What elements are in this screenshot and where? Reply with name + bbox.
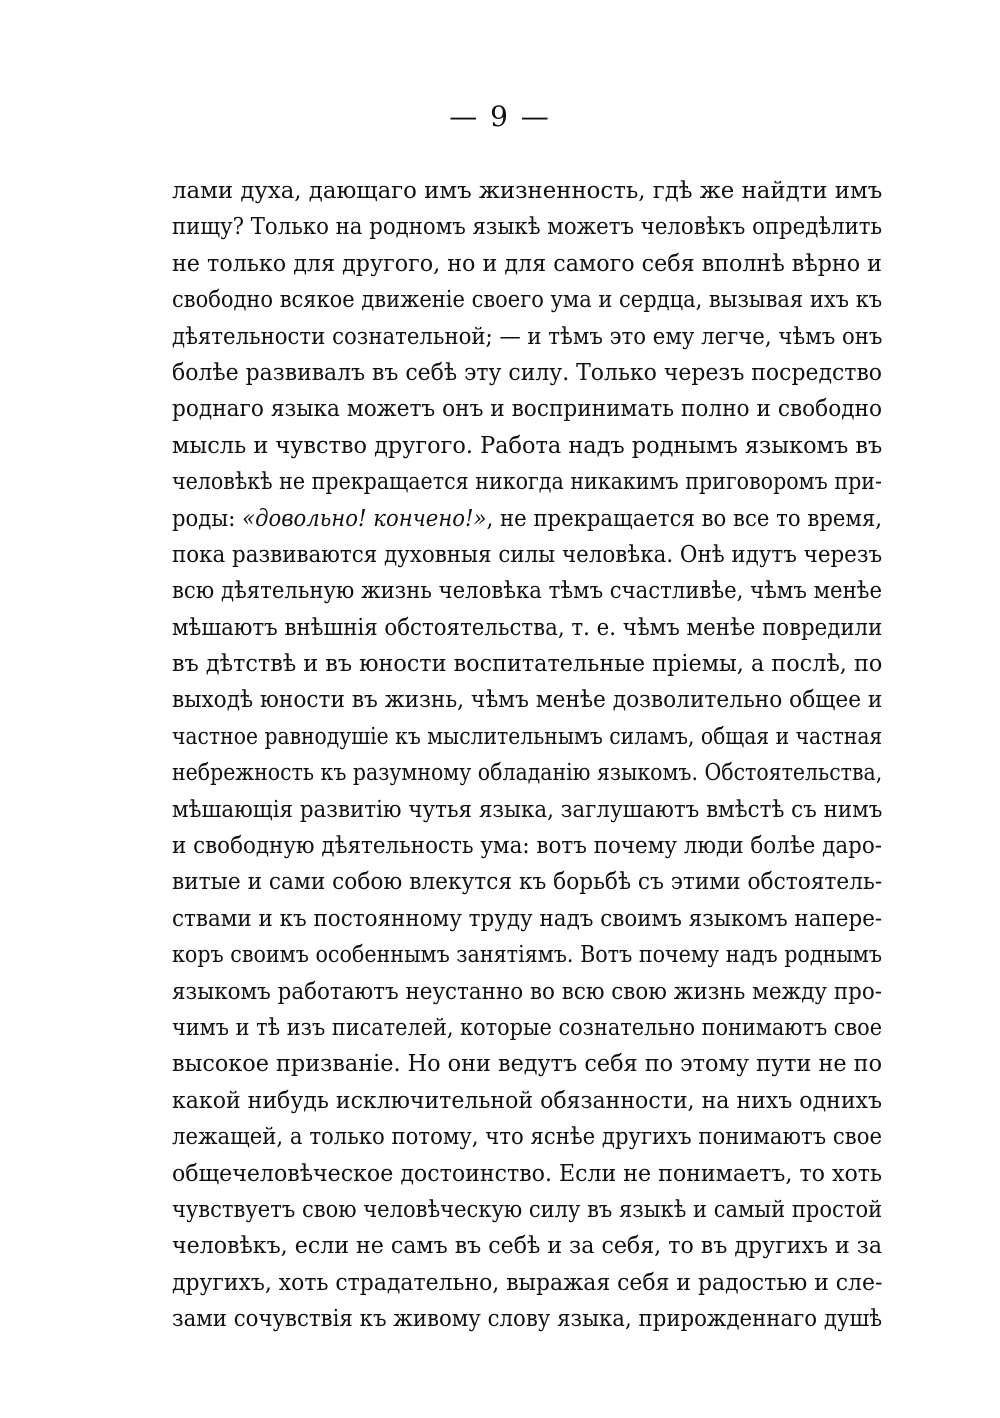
text-line: болѣе развивалъ въ себѣ эту силу. Только черезъ посредство (172, 357, 882, 386)
body-text (172, 172, 882, 1337)
italic-quote: «довольно! кончено!» (242, 503, 487, 532)
text-line (172, 500, 882, 536)
text-line: въ дѣтствѣ и въ юности воспитательные пріемы, а послѣ, по (172, 649, 883, 678)
text-line: коръ своимъ особеннымъ занятіямъ. Вотъ почему надъ роднымъ (172, 940, 882, 969)
text-line: мѣшающія развитію чутья языка, заглушаютъ вмѣстѣ съ нимъ (172, 794, 883, 823)
text-line: лами духа, дающаго имъ жизненность, гдѣ же найдти имъ (172, 176, 883, 204)
text-line: всю дѣятельную жизнь человѣка тѣмъ счастливѣе, чѣмъ менѣе (172, 576, 882, 605)
text-line: частное равнодушіе къ мыслительнымъ силамъ, общая и частная (172, 721, 883, 750)
text-line: лежащей, а только потому, что яснѣе другихъ понимаютъ свое (172, 1122, 882, 1151)
text-line: ствами и къ постоянному труду надъ своимъ языкомъ напере- (172, 903, 883, 932)
text-line: чимъ и тѣ изъ писателей, которые сознательно понимаютъ свое (172, 1012, 883, 1041)
text-line: языкомъ работаютъ неустанно во всю свою жизнь между про- (172, 976, 882, 1005)
text-segment: роды: (172, 503, 243, 532)
text-line: витые и сами собою влекутся къ борьбѣ съ этими обстоятель- (172, 867, 883, 896)
text-line: зами сочувствія къ живому слову языка, прирожденнаго душѣ (172, 1304, 883, 1333)
text-segment: , не прекращается во все то время, (486, 503, 882, 532)
text-line: свободно всякое движеніе своего ума и сердца, вызывая ихъ къ (172, 285, 883, 314)
text-line: не только для другого, но и для самого себя вполнѣ вѣрно и (172, 248, 882, 277)
text-line: мысль и чувство другого. Работа надъ роднымъ языкомъ въ (172, 430, 882, 459)
text-line: роднаго языка можетъ онъ и воспринимать полно и свободно (172, 394, 883, 423)
text-line: человѣкѣ не прекращается никогда никакимъ приговоромъ при- (172, 467, 882, 496)
text-line: выходѣ юности въ жизнь, чѣмъ менѣе дозволительно общее и (172, 685, 883, 714)
text-line: и свободную дѣятельность ума: вотъ почему люди болѣе даро- (172, 831, 882, 860)
text-line: общечеловѣческое достоинство. Если не понимаетъ, то хоть (172, 1158, 883, 1187)
page-number: — 9 — (449, 100, 551, 133)
text-line: пищу? Только на родномъ языкѣ можетъ человѣкъ опредѣлить (172, 212, 883, 241)
text-line: дѣятельности сознательной; — и тѣмъ это ему легче, чѣмъ онъ (172, 321, 882, 350)
text-line: человѣкъ, если не самъ въ себѣ и за себя, то въ другихъ и за (172, 1231, 883, 1260)
text-line: небрежность къ разумному обладанію языкомъ. Обстоятельства, (172, 758, 883, 787)
text-line: чувствуетъ свою человѣческую силу въ языкѣ и самый простой (172, 1194, 882, 1223)
text-line: высокое призваніе. Но они ведутъ себя по этому пути не по (172, 1049, 883, 1078)
text-line: мѣшаютъ внѣшнія обстоятельства, т. е. чѣмъ менѣе повредили (172, 612, 882, 641)
text-line: какой нибудь исключительной обязанности, на нихъ однихъ (172, 1085, 882, 1114)
text-line: пока развиваются духовныя силы человѣка. Онѣ идутъ черезъ (172, 539, 883, 568)
text-line: другихъ, хоть страдательно, выражая себя и радостью и сле- (172, 1267, 883, 1296)
